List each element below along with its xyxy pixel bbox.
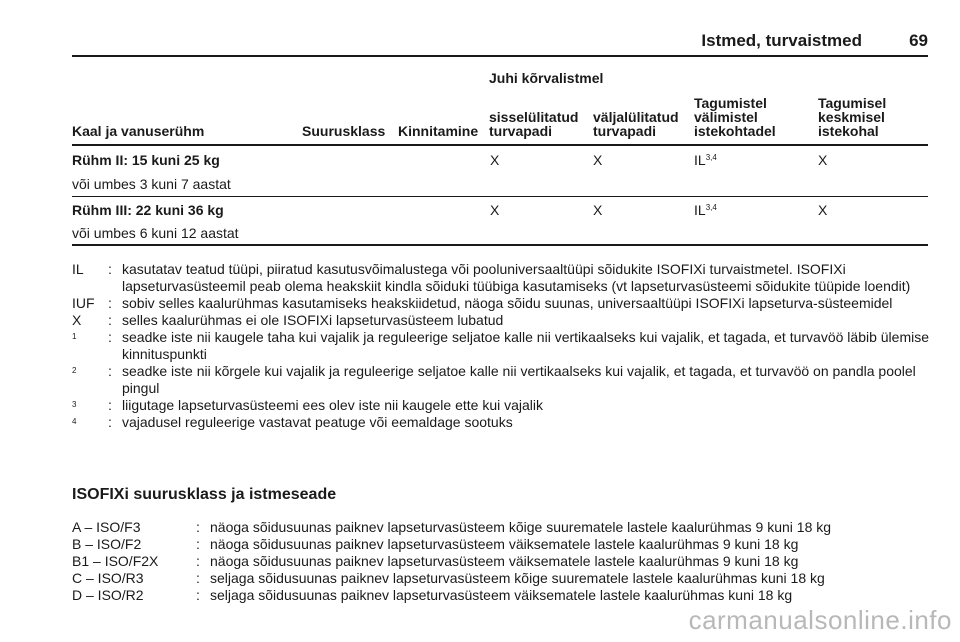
list-item: $^2$ : seadke iste nii kõrgele kui vajalik ja reguleerige seljatoe kalle nii vertikaalseks kui vajalik, et tagada, et turvavöö on pandla poolel pingul	[72, 363, 916, 396]
table-row-group: Rühm III: 22 kuni 36 kg	[72, 202, 224, 218]
list-item: B – ISO/F2 : näoga sõidusuunas paiknev lapseturvasüsteem väiksematele lastele kaalurühmas 9 kuni 18 kg	[72, 536, 799, 552]
col-weight-age: Kaal ja vanuserühm	[72, 123, 205, 139]
table-cell-airbag-on: X	[490, 152, 500, 168]
list-item: B1 – ISO/F2X : näoga sõidusuunas paiknev lapseturvasüsteem väiksematele lastele kaalurühmas 9 kuni 18 kg	[72, 553, 799, 569]
col-rear-outer: Tagumistel välimistel istekohtadel	[694, 95, 776, 139]
list-item: IUF : sobiv selles kaalurühmas kasutamiseks heakskiidetud, näoga sõidu suunas, universaaltüüpi ISOFIXi lapseturva-süsteemidel	[72, 295, 893, 311]
list-item: X : selles kaalurühmas ei ole ISOFIXi lapseturvasüsteem lubatud	[72, 312, 504, 328]
list-item: $^3$ : liigutage lapseturvasüsteemi ees olev iste nii kaugele ette kui vajalik	[72, 397, 544, 413]
col-airbag-off: väljalülitatud turvapadi	[593, 109, 679, 139]
col-size-class: Suurusklass	[302, 123, 386, 139]
col-fixing: Kinnitamine	[398, 123, 479, 139]
list-item: $^1$ : seadke iste nii kaugele taha kui vajalik ja reguleerige seljatoe kalle nii vertikaalseks kui vajalik, et tagada, et turvavöö läbib ülemise kinnituspunkti	[72, 329, 930, 362]
table-header-rule	[72, 144, 928, 146]
table-cell-airbag-off: X	[593, 202, 603, 218]
table-row-rule	[72, 196, 928, 197]
table-cell-airbag-on: X	[490, 202, 500, 218]
table-row-age: või umbes 6 kuni 12 aastat	[72, 225, 239, 241]
header-rule	[72, 55, 928, 57]
table-cell-rear-center: X	[818, 202, 828, 218]
table-row-age: või umbes 3 kuni 7 aastat	[72, 176, 231, 192]
section-heading: ISOFIXi suurusklass ja istmeseade	[72, 486, 337, 503]
table-row-group: Rühm II: 15 kuni 25 kg	[72, 152, 220, 168]
col-rear-center: Tagumisel keskmisel istekohal	[818, 95, 887, 139]
size-class-list	[72, 519, 952, 604]
legend	[72, 261, 942, 431]
col-airbag-on: sisselülitatud turvapadi	[489, 109, 579, 139]
table-cell-rear-outer: IL$^{3,4}$	[694, 152, 717, 168]
list-item: C – ISO/R3 : seljaga sõidusuunas paiknev lapseturvasüsteem kõige suurematele lastele kaalurühmas kuni 18 kg	[72, 570, 825, 586]
table-cell-airbag-off: X	[593, 152, 603, 168]
watermark: carmanualsonline.info	[688, 605, 952, 635]
table-bottom-rule	[72, 244, 928, 246]
page-number: 69	[909, 31, 928, 50]
list-item: D – ISO/R2 : seljaga sõidusuunas paiknev lapseturvasüsteem väiksematele lastele kaalurühmas kuni 18 kg	[72, 587, 793, 603]
page-title: Istmed, turvaistmed	[701, 31, 862, 50]
table-cell-rear-center: X	[818, 152, 828, 168]
group-header: Juhi kõrvalistmel	[489, 70, 604, 86]
list-item: $^4$ : vajadusel reguleerige vastavat peatuge või eemaldage sootuks	[72, 414, 513, 430]
table-cell-rear-outer: IL$^{3,4}$	[694, 202, 717, 218]
page-header	[72, 31, 928, 51]
list-item: IL : kasutatav teatud tüüpi, piiratud kasutusvõimalustega või pooluniversaaltüüpi sõidukite ISOFIXi turvaistmetel. ISOFIXi lapseturvasüsteemil peab olema heakskiit kindla sõiduki tüübiga kasutamiseks (vt lapseturvasüsteemi sõidukite tüüpide loendit)	[72, 261, 911, 294]
list-item: A – ISO/F3 : näoga sõidusuunas paiknev lapseturvasüsteem kõige suurematele lastele kaalurühmas 9 kuni 18 kg	[72, 519, 832, 535]
